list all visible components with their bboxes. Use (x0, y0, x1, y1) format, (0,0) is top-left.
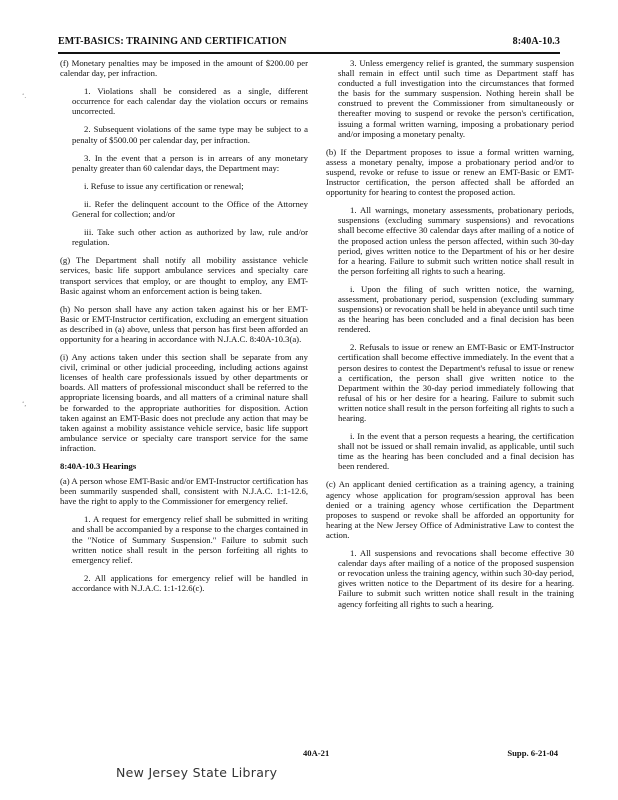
paragraph: 1. A request for emergency relief shall be submitted in writing and shall be accompanied by a response to the charges contained in the "Notice of Summary Suspension." Failure to submit such written notice shall result in the person forfeiting all rights to emergency relief. (72, 514, 308, 565)
paragraph: 2. All applications for emergency relief will be handled in accordance with N.J.A.C. 1:1-12.6(c). (72, 572, 308, 593)
paragraph: i. Refuse to issue any certification or renewal; (84, 180, 244, 191)
paragraph: (g) The Department shall notify all mobility assistance vehicle services, basic life support ambulance services and specialty care transport services that employ, or are thought to employ, any EMT-Basic against whom an enforcement action is being taken. (60, 255, 308, 296)
paragraph: 1. All suspensions and revocations shall become effective 30 calendar days after mailing of a notice of the proposed suspension or revocation unless the training agency, within such 30-day period, gives written notice to the Department of its desire for a hearing. Failure to submit such written notice shall result in the training agency forfeiting all rights to such a hearing. (338, 548, 574, 609)
paragraph: 3. In the event that a person is in arrears of any monetary penalty greater than 60 calendar days, the Department may: (72, 152, 308, 173)
page-footer (60, 748, 558, 762)
right-column (326, 58, 574, 617)
running-header (58, 34, 560, 50)
scan-speck: ‘, (22, 400, 27, 408)
paragraph: (f) Monetary penalties may be imposed in the amount of $200.00 per calendar day, per infraction. (60, 58, 308, 79)
paragraph: ii. Refer the delinquent account to the Office of the Attorney General for collection; and/or (72, 198, 308, 220)
section-heading: 8:40A-10.3 Hearings (60, 461, 137, 471)
paragraph: (i) Any actions taken under this section shall be separate from any civil, criminal or other judicial proceeding, including actions against licenses of health care professionals issued by other departments or boards. All matters of professional misconduct shall be referred to the appropriate licensing boards, and all matters of a criminal nature shall be forwarded to the appropriate authorities for disposition. Action taken against an EMT-Basic does not preclude any action that may be taken against a mobility assistance vehicle service, basic life support ambulance service or specialty care transport service for the same infraction. (60, 352, 308, 453)
left-column (60, 58, 308, 601)
library-stamp: New Jersey State Library (116, 765, 278, 780)
paragraph: 1. Violations shall be considered as a single, different occurrence for each calendar day the violation occurs or remains uncorrected. (72, 86, 308, 117)
paragraph: 2. Subsequent violations of the same type may be subject to a penalty of $500.00 per calendar day, per infraction. (72, 124, 308, 145)
page-number: 40A-21 (303, 748, 330, 758)
header-title: EMT-BASICS: TRAINING AND CERTIFICATION (58, 36, 287, 47)
paragraph: i. Upon the filing of such written notice, the warning, assessment, probationary period, suspension (excluding summary suspensions) or revocation shall be held in abeyance until such time as the hearing has been concluded and a final decision has been rendered. (338, 283, 574, 335)
paragraph: (b) If the Department proposes to issue a formal written warning, assess a monetary penalty, impose a probationary period and/or to suspend, revoke or refuse to issue or renew an EMT-Basic or EMT-Instructor certification, the person affected shall be afforded an opportunity for hearing to contest the proposed action. (326, 146, 574, 198)
paragraph: 1. All warnings, monetary assessments, probationary periods, suspensions (excluding summary suspensions) and revocations shall become effective 30 calendar days after mailing of a notice of the proposed action unless the person affected, within such 30-day period, gives written notice to the Department of his or her desire for a hearing. Failure to submit such written notice shall result in the person forfeiting all rights to such a hearing. (338, 205, 574, 276)
header-rule (58, 52, 560, 54)
paragraph: i. In the event that a person requests a hearing, the certification shall not be issued or shall remain invalid, as applicable, until such time as the hearing has been concluded and a final decision has been rendered. (338, 431, 574, 472)
paragraph: iii. Take such other action as authorized by law, rule and/or regulation. (72, 227, 308, 248)
paragraph: 2. Refusals to issue or renew an EMT-Basic or EMT-Instructor certification shall become effective immediately. In the event that a person desires to contest the Department's refusal to issue or renew a certification, the person shall give written notice to the Department within the 30-day period immediately following that refusal of his or her desire for a hearing. Failure to submit such written notice shall result in the person forfeiting all rights to such a hearing. (338, 342, 574, 423)
header-section-number: 8:40A-10.3 (512, 36, 560, 47)
paragraph: (h) No person shall have any action taken against his or her EMT-Basic or EMT-Instructor certification, excluding an emergent situation as described in (a) above, unless that person has first been afforded an opportunity for a hearing in accordance with N.J.A.C. 8:40A-10.3(a). (60, 303, 308, 344)
paragraph: (a) A person whose EMT-Basic and/or EMT-Instructor certification has been summarily suspended shall, consistent with N.J.A.C. 1:1-12.6, have the right to apply to the Commissioner for emergency relief. (60, 476, 308, 507)
paragraph: 3. Unless emergency relief is granted, the summary suspension shall remain in effect until such time as Department staff has conducted a full investigation into the circumstances that formed the basis for the summary suspension. Nothing herein shall be construed to prevent the Commissioner from simultaneously or thereafter moving to suspend or revoke the person's certification, issuing a formal written warning, imposing a probationary period and/or imposing a monetary penalty. (338, 58, 574, 139)
paragraph: (c) An applicant denied certification as a training agency, a training agency whose application for program/session approval has been denied or a training agency whose certification the Department proposes to suspend or revoke shall be afforded an opportunity for hearing at the New Jersey Office of Administrative Law to contest the action. (326, 479, 574, 540)
scan-speck: ‘. (22, 92, 27, 100)
supplement-date: Supp. 6-21-04 (507, 748, 558, 758)
